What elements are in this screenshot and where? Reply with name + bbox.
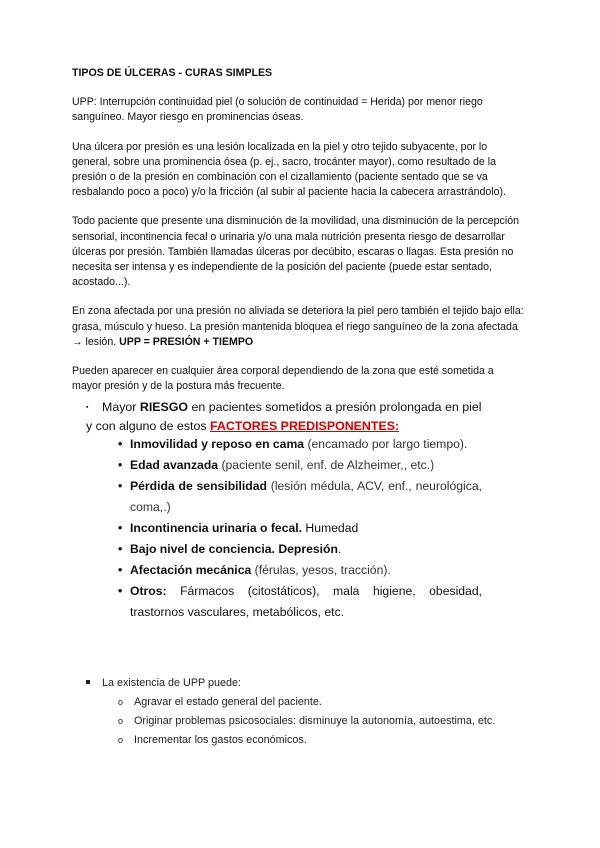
list-item (118, 560, 482, 581)
factor-title: Edad avanzada (130, 458, 219, 472)
heading-colon: : (394, 419, 400, 433)
bullet-icon: • (118, 479, 123, 493)
upp-formula: UPP = PRESIÓN + TIEMPO (119, 335, 254, 348)
factor-title: Pérdida de sensibilidad (130, 479, 267, 493)
factors-list (118, 434, 482, 623)
consequence-text: Agravar el estado general del paciente. (134, 696, 322, 708)
bullet-icon: • (118, 563, 123, 577)
upp-heading: La existencia de UPP puede: (102, 677, 242, 689)
document-body (72, 66, 524, 408)
predisposing-factors-heading: FACTORES PREDISPONENTES (210, 419, 395, 433)
bullet-icon: • (118, 542, 123, 556)
factor-title: Bajo nivel de conciencia. Depresión (130, 542, 338, 556)
risk-keyword: RIESGO (139, 400, 189, 414)
paragraph-pressure-effects (72, 304, 524, 350)
list-item (118, 434, 482, 455)
factor-detail: (férulas, yesos, tracción). (251, 563, 391, 577)
factor-title: Incontinencia urinaria o fecal. (130, 521, 303, 535)
paragraph-locations: Pueden aparecer en cualquier área corporal dependiendo de la zona que esté sometida a mayor presión y de la postura más frecuente. (72, 365, 494, 393)
consequences-list (86, 693, 516, 750)
square-bullet-icon: ▪ (86, 404, 89, 411)
factor-title: Inmovilidad y reposo en cama (130, 437, 305, 451)
paragraph-ulcer-description: Una úlcera por presión es una lesión localizada en la piel y otro tejido subyacente, por lo general, sobre una prominencia ósea (p. ej., sacro, trocánter mayor), como resultado de la presión o de la presión en combinación con el cizallamiento (paciente sentado que se va resbalando poco a poco) y/o la fricción (al subir al paciente hacia la cabecera arrastrándolo). (72, 140, 506, 199)
bullet-icon: • (118, 458, 123, 472)
bullet-icon: • (118, 584, 123, 598)
list-item (118, 712, 516, 731)
consequence-text: Incrementar los gastos económicos. (134, 734, 307, 746)
circle-bullet-icon: o (118, 735, 124, 745)
bullet-icon: • (118, 521, 123, 535)
factor-detail: Humedad (302, 521, 359, 535)
risk-section (72, 398, 524, 436)
list-item (118, 731, 516, 750)
circle-bullet-icon: o (118, 697, 124, 707)
paragraph-risk-patients: Todo paciente que presente una disminución de la movilidad, una disminución de la percepción sensorial, incontinencia fecal o urinaria y/o una mala nutrición presenta riesgo de desarrollar úlceras por presión. También llamadas úlceras por decúbito, escaras o llagas. Esta presión no necesita ser intensa y es independiente de la posición del paciente (puede estar sentado, acostado...). (72, 215, 519, 289)
paragraph-definition: UPP: Interrupción continuidad piel (o solución de continuidad = Herida) por menor riego sanguíneo. Mayor riesgo en prominencias óseas. (72, 96, 483, 124)
factor-detail: . (337, 542, 342, 556)
factor-title: Otros: (130, 584, 167, 598)
list-item (118, 539, 482, 560)
list-item (118, 455, 482, 476)
risk-text-a: Mayor (102, 400, 140, 414)
square-bullet-icon (86, 680, 90, 684)
factor-detail: (paciente senil, enf. de Alzheimer,, etc.) (218, 458, 435, 472)
consequence-text: Originar problemas psicosociales: disminuye la autonomía, autoestima, etc. (134, 715, 496, 727)
upp-consequences (86, 674, 516, 750)
bullet-icon: • (118, 437, 123, 451)
factor-detail: (lesión médula, ACV, enf., neurológica, coma,.) (130, 479, 482, 514)
list-item (118, 476, 482, 518)
risk-line-1 (72, 398, 524, 417)
circle-bullet-icon: o (118, 716, 124, 726)
factor-title: Afectación mecánica (130, 563, 252, 577)
factor-detail: (encamado por largo tiempo). (304, 437, 468, 451)
risk-text-d: y con alguno de estos (86, 419, 210, 433)
list-item (118, 518, 482, 539)
list-item (118, 693, 516, 712)
list-item (118, 581, 482, 623)
pressure-text: En zona afectada por una presión no aliviada se deteriora la piel pero también el tejido bajo ella: grasa, músculo y hueso. La presión mantenida bloquea el riego sanguíneo de la zona afectada → lesión. (72, 305, 524, 348)
factor-detail: Fármacos (citostáticos), mala higiene, obesidad, trastornos vasculares, metabólicos, etc. (130, 584, 482, 619)
page-title: TIPOS DE ÚLCERAS - CURAS SIMPLES (72, 67, 273, 79)
risk-text-c: en pacientes sometidos a presión prolongada en piel (188, 400, 482, 414)
